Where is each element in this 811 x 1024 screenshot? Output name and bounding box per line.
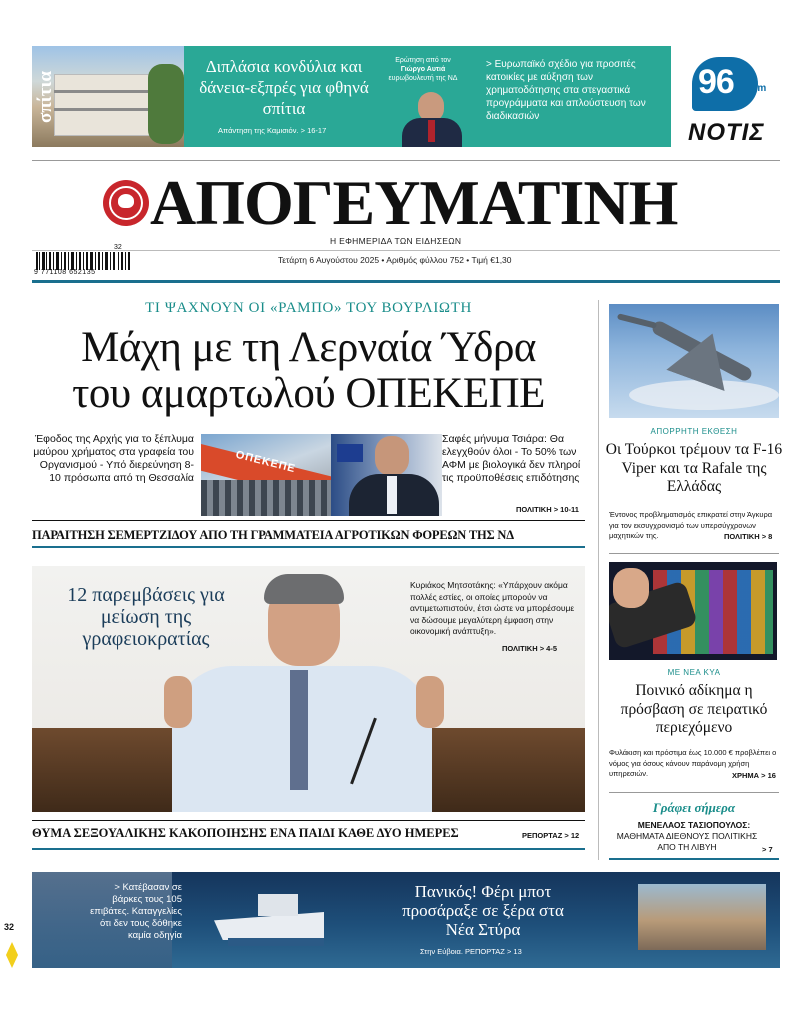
promo-person-label: Ερώτηση από τον Γιώργο Αυτιά ευρωβουλευτή της ΝΔ xyxy=(388,57,458,82)
barcode-number: 9 771108 652135 xyxy=(34,269,96,276)
fighter-jet-photo xyxy=(609,304,779,418)
feature-ref[interactable]: ΠΟΛΙΤΙΚΗ > 4-5 xyxy=(502,644,558,653)
column-title: ΜΑΘΗΜΑΤΑ ΔΙΕΘΝΟΥΣ ΠΟΛΙΤΙΚΗΣ ΑΠΟ ΤΗ ΛΙΒΥΗ xyxy=(616,831,758,852)
mep-portrait xyxy=(398,88,466,147)
lead-kicker: ΤΙ ΨΑΧΝΟΥΝ ΟΙ «ΡΑΜΠΟ» ΤΟΥ ΒΟΥΡΛΙΩΤΗ xyxy=(145,300,472,316)
page-number: 32 xyxy=(4,922,15,932)
minister-photo xyxy=(331,434,442,516)
date-line: Τετάρτη 6 Αυγούστου 2025 • Αριθμός φύλλου 752 • Τιμή €1,30 xyxy=(278,255,512,265)
sidebar-story-2-headline: Ποινικό αδίκημα η πρόσβαση σε πειρατικό περιεχόμενο xyxy=(620,682,768,736)
radio-name: ΝΟΤΙΣ xyxy=(688,119,765,146)
lead-headline-line-2: του αμαρτωλού ΟΠΕΚΕΠΕ xyxy=(72,370,545,417)
sidebar-story-1-ref[interactable]: ΠΟΛΙΤΙΚΗ > 8 xyxy=(724,532,773,541)
banner-abuse: ΘΥΜΑ ΣΕΞΟΥΑΛΙΚΗΣ ΚΑΚΟΠΟΙΗΣΗΣ ΕΝΑ ΠΑΙΔΙ ΚΑΘΕ ΔΥΟ ΗΜΕΡΕΣ xyxy=(32,826,459,840)
sidebar-story-2-ref[interactable]: ΧΡΗΜΑ > 16 xyxy=(732,771,776,780)
masthead-title: ΑΠΟΓΕΥΜΑΤΙΝΗ xyxy=(150,167,678,238)
column-ref[interactable]: > 7 xyxy=(762,845,773,854)
header-divider xyxy=(32,160,780,161)
masthead-rule xyxy=(32,280,780,283)
masthead-subtitle: Η ΕΦΗΜΕΡΙΔΑ ΤΩΝ ΕΙΔΗΣΕΩΝ xyxy=(330,236,462,246)
lead-left-text: Έφοδος της Αρχής για το ξέπλυμα μαύρου χρήματος στα γραφεία του Οργανισμού - Υπό διερεύνηση 8-10 πρόσωπα από τη Θεσσαλία xyxy=(33,433,194,484)
lead-ref[interactable]: ΠΟΛΙΤΙΚΗ > 10-11 xyxy=(516,505,579,514)
sidebar-story-1-headline: Οι Τούρκοι τρέμουν τα F-16 Viper και τα Rafale της Ελλάδας xyxy=(605,441,783,495)
lead-headline-line-1: Μάχη με τη Λερναία Ύδρα xyxy=(81,324,536,371)
sidebar-divider xyxy=(598,300,599,860)
barcode-icon xyxy=(32,252,136,270)
column-author: ΜΕΝΕΛΑΟΣ ΤΑΣΙΟΠΟΥΛΟΣ: xyxy=(637,820,751,830)
sidebar-story-2-kicker: ΜΕ ΝΕΑ ΚΥΑ xyxy=(667,668,721,677)
promo-right-text: > Ευρωπαϊκό σχέδιο για προσιτές κατοικίες με αύξηση των χρηματοδότησης στα στεγαστικά προγράμματα και απλούστευση των διαδικασιών xyxy=(486,59,646,122)
promo-headline: Διπλάσια κονδύλια και δάνεια-εξπρές για φθηνά σπίτια xyxy=(199,57,369,118)
sidebar-story-1-kicker: ΑΠΟΡΡΗΤΗ ΕΚΘΕΣΗ xyxy=(650,427,738,436)
page-marker-icon xyxy=(6,942,18,968)
feature-quote: Κυριάκος Μητσοτάκης: «Υπάρχουν ακόμα πολλές εστίες, οι οποίες μπορούν να αντιμετωπιστούν, έτσι ώστε να μπορέσουμε να δώσουμε μεγαλύτερη έμφαση στην οικονομική ανάπτυξη». xyxy=(410,580,575,636)
sidebar-story-1-text: Έντονος προβληματισμός επικρατεί στην Άγκυρα για τον εκσυγχρονισμό των υπερσύγχρονων μαχητικών της. xyxy=(609,510,773,540)
radio-unit: fm xyxy=(754,83,767,94)
tv-remote-photo xyxy=(609,562,777,660)
banner-resignation: ΠΑΡΑΙΤΗΣΗ ΣΕΜΕΡΤΖΙΔΟΥ ΑΠΟ ΤΗ ΓΡΑΜΜΑΤΕΙΑ ΑΓΡΟΤΙΚΩΝ ΦΟΡΕΩΝ ΤΗΣ ΝΔ xyxy=(32,528,514,542)
feature-headline: 12 παρεμβάσεις για μείωση της γραφειοκρατίας xyxy=(67,584,225,650)
radio-logo[interactable] xyxy=(686,55,778,151)
photo-word: σπίτια xyxy=(34,71,56,123)
lead-right-text: Σαφές μήνυμα Τσιάρα: Θα ελεγχθούν όλοι - Το 50% των ΑΦΜ με βιολογικά δεν πληροί τις προϋποθέσεις επιδότησης xyxy=(442,433,581,484)
column-label: Γράφει σήμερα xyxy=(652,800,736,815)
bottom-left-text: > Κατέβασαν σε βάρκες τους 105 επιβάτες. Καταγγελίες ότι δεν τους δόθηκε καμία οδηγία xyxy=(90,882,182,941)
barcode xyxy=(32,244,136,278)
opekepe-building-photo xyxy=(201,434,331,516)
building-sign-text: ΟΠΕΚΕΠΕ xyxy=(234,448,297,476)
houses-photo xyxy=(32,46,184,147)
barcode-addon: 32 xyxy=(114,244,122,251)
sidebar-story-2-text: Φυλάκιση και πρόστιμα έως 10.000 € προβλέπει ο νόμος για όσους κάνουν παράνομη χρήση υπηρεσιών. xyxy=(609,748,777,778)
masthead-logo-icon xyxy=(103,180,149,226)
banner-abuse-ref[interactable]: ΡΕΠΟΡΤΑΖ > 12 xyxy=(522,831,580,840)
bottom-headline: Πανικός! Φέρι μποτ προσάραξε σε ξέρα στα Νέα Στύρα xyxy=(402,882,564,939)
promo-ref: Απάντηση της Καμισιόν. > 16-17 xyxy=(218,126,327,135)
radio-frequency: 96 xyxy=(698,63,734,101)
bottom-ref[interactable]: Στην Εύβοια. ΡΕΠΟΡΤΑΖ > 13 xyxy=(420,947,522,956)
